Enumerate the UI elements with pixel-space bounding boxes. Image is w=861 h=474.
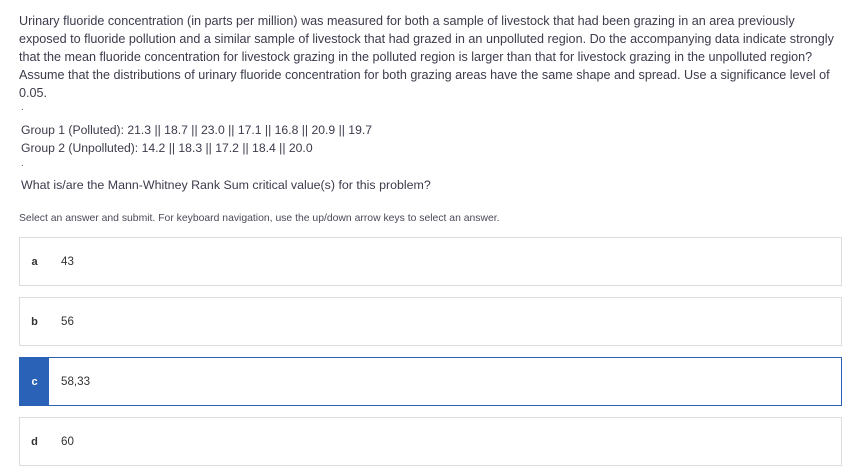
- answer-option-b[interactable]: [19, 297, 842, 346]
- option-letter: a: [31, 255, 38, 268]
- separator-dot: .: [21, 158, 24, 169]
- data-groups: [21, 121, 372, 157]
- answer-instructions: Select an answer and submit. For keyboard navigation, use the up/down arrow keys to select an answer.: [19, 213, 500, 224]
- question-prompt: What is/are the Mann-Whitney Rank Sum critical value(s) for this problem?: [21, 178, 431, 192]
- option-value: 56: [61, 315, 74, 328]
- answer-option-d[interactable]: [19, 417, 842, 466]
- question-paragraph: Urinary fluoride concentration (in parts per million) was measured for both a sample of livestock that had been grazing in an area previously exposed to fluoride pollution and a similar sample of livestock that had grazed in an unpolluted region. Do the accompanying data indicate strongly that the mean fluoride concentration for livestock grazing in the polluted region is larger than that for livestock grazing in the unpolluted region? Assume that the distributions of urinary fluoride concentration for both grazing areas have the same shape and spread. Use a significance level of 0.05.: [19, 14, 834, 100]
- answer-option-c[interactable]: [19, 357, 842, 406]
- option-letter: b: [31, 315, 38, 328]
- group-2-data: Group 2 (Unpolluted): 14.2 || 18.3 || 17.2 || 18.4 || 20.0: [21, 141, 313, 155]
- answer-option-a[interactable]: [19, 237, 842, 286]
- group-1-data: Group 1 (Polluted): 21.3 || 18.7 || 23.0 || 17.1 || 16.8 || 20.9 || 19.7: [21, 123, 373, 137]
- question-text: [19, 12, 839, 102]
- option-value: 60: [61, 435, 74, 448]
- option-letter: c: [20, 358, 49, 405]
- separator-dot: .: [21, 102, 24, 113]
- option-letter: d: [31, 435, 38, 448]
- option-value: 58,33: [61, 375, 91, 388]
- option-value: 43: [61, 255, 74, 268]
